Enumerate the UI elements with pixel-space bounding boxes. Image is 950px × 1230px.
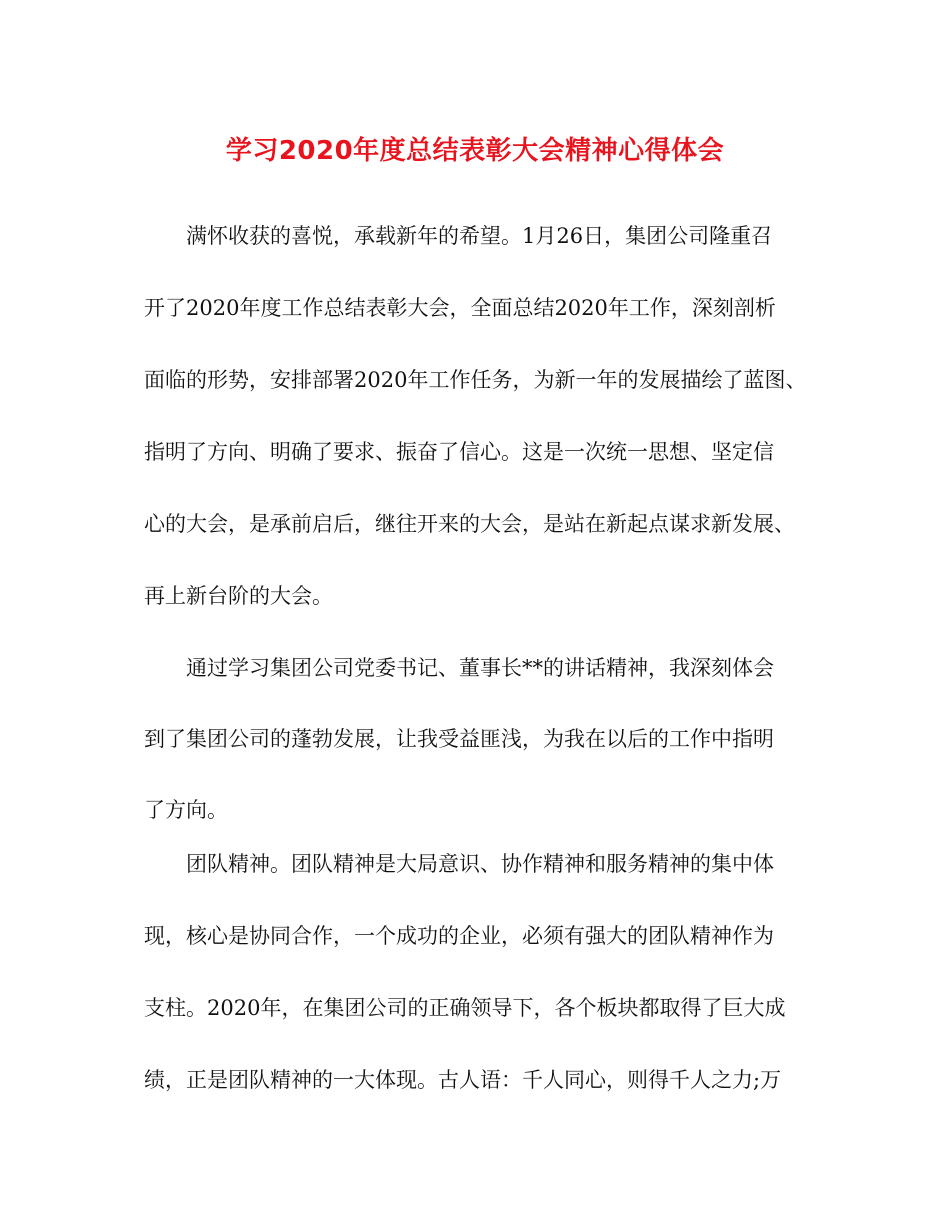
paragraph-line: 满怀收获的喜悦，承载新年的希望。1月26日，集团公司隆重召 — [186, 224, 773, 248]
paragraph-line: 开了2020年度工作总结表彰大会，全面总结2020年工作，深刻剖析 — [144, 296, 776, 320]
paragraph-line: 支柱。2020年，在集团公司的正确领导下，各个板块都取得了巨大成 — [144, 996, 786, 1020]
paragraph-line: 现，核心是协同合作，一个成功的企业，必须有强大的团队精神作为 — [144, 924, 774, 948]
paragraph-line: 再上新台阶的大会。 — [144, 584, 333, 608]
paragraph-line: 到了集团公司的蓬勃发展，让我受益匪浅，为我在以后的工作中指明 — [144, 727, 774, 751]
paragraph-line: 通过学习集团公司党委书记、董事长**的讲话精神，我深刻体会 — [186, 656, 774, 680]
document-title: 学习2020年度总结表彰大会精神心得体会 — [225, 136, 725, 166]
paragraph-line: 绩，正是团队精神的一大体现。古人语：千人同心，则得千人之力;万 — [144, 1068, 782, 1092]
paragraph-line: 面临的形势，安排部署2020年工作任务，为新一年的发展描绘了蓝图、 — [144, 368, 807, 392]
paragraph-line: 了方向。 — [144, 798, 228, 822]
paragraph-line: 团队精神。团队精神是大局意识、协作精神和服务精神的集中体 — [186, 852, 774, 876]
paragraph-line: 指明了方向、明确了要求、振奋了信心。这是一次统一思想、坚定信 — [144, 440, 774, 464]
paragraph-line: 心的大会，是承前启后，继往开来的大会，是站在新起点谋求新发展、 — [144, 512, 795, 536]
